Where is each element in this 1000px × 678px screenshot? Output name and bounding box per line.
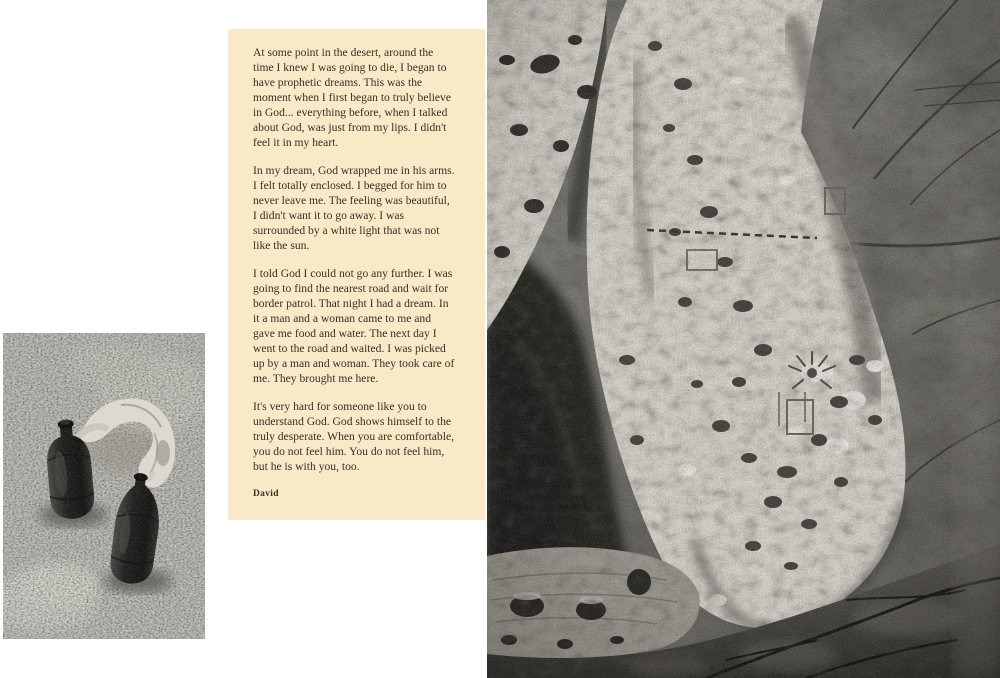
- quote-attribution: David: [253, 489, 279, 499]
- quote-paragraph-1: At some point in the desert, around the time I knew I was going to die, I began to have prophetic dreams. This was the moment when I first began to truly believe in God... everything before, when I talked about God, was just from my lips. I didn't feel it in my heart.: [253, 46, 452, 149]
- quote-paragraph-4: It's very hard for someone like you to understand God. God shows himself to the truly desperate. When you are comfortable, you do not feel him. You do not feel him, but he is with you, too.: [253, 400, 454, 473]
- water-jugs-illustration: [3, 333, 205, 639]
- quote-panel: [228, 29, 485, 520]
- water-jugs-photo: [3, 333, 205, 639]
- quote-paragraph-3: I told God I could not go any further. I was going to find the nearest road and wait for border patrol. That night I had a dream. In it a man and a woman came to me and gave me food and water. The next day I went to the road and waited. I was picked up by a man and woman. They took care of me. They brought me here.: [253, 267, 455, 385]
- rock-face-photo: [487, 0, 1000, 678]
- rock-face-illustration: [487, 0, 1000, 678]
- quote-paragraph-2: In my dream, God wrapped me in his arms. I felt totally enclosed. I begged for him to never leave me. The feeling was beautiful, I didn't want it to go away. I was surrounded by a white light that was not like the sun.: [253, 164, 455, 252]
